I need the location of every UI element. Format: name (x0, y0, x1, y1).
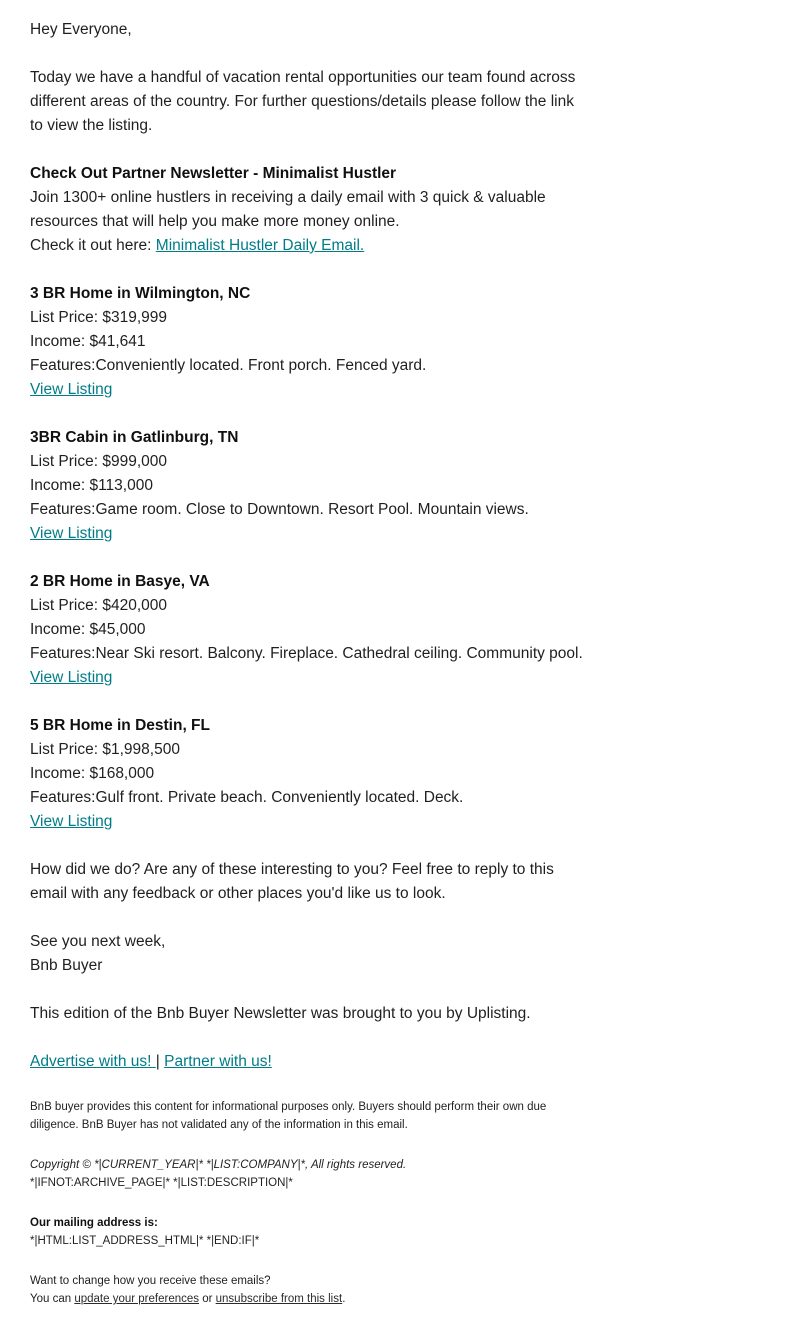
listing-item (30, 570, 590, 690)
listing-price-label: List Price: (30, 597, 103, 614)
sponsor-line: This edition of the Bnb Buyer Newsletter was brought to you by Uplisting. (30, 1005, 531, 1022)
footer-mailing-address: *|HTML:LIST_ADDRESS_HTML|* *|END:IF|* (30, 1235, 260, 1247)
listing-income-value: $41,641 (89, 333, 146, 350)
signoff-section (30, 930, 590, 978)
listing-link-line (30, 810, 588, 834)
listing-item (30, 282, 590, 402)
update-preferences-link[interactable]: update your preferences (74, 1293, 200, 1305)
listing-price-label: List Price: (30, 453, 103, 470)
partner-cta-line (30, 234, 588, 258)
listing-income-line (30, 762, 588, 786)
listing-features-value: Conveniently located. Front porch. Fenced yard. (95, 357, 427, 374)
listing-price-line (30, 738, 588, 762)
view-listing-link[interactable]: View Listing (30, 381, 113, 398)
footer-prefs-question: Want to change how you receive these emails? (30, 1275, 271, 1287)
view-listing-link[interactable]: View Listing (30, 669, 113, 686)
listing-link-line (30, 666, 588, 690)
listing-price-line (30, 306, 588, 330)
listing-item (30, 426, 590, 546)
listing-income-label: Income: (30, 333, 90, 350)
listing-income-value: $45,000 (89, 621, 146, 638)
listing-link-line (30, 522, 588, 546)
listing-features-label: Features: (30, 357, 96, 374)
listing-title: 5 BR Home in Destin, FL (30, 717, 210, 734)
listing-title: 3 BR Home in Wilmington, NC (30, 285, 251, 302)
listing-link-line (30, 378, 588, 402)
listing-features-label: Features: (30, 789, 96, 806)
listing-price-value: $420,000 (102, 597, 168, 614)
footer-prefs-prefix: You can (30, 1293, 75, 1305)
partner-cta-prefix: Check it out here: (30, 237, 156, 254)
partner-heading: Check Out Partner Newsletter - Minimalist Hustler (30, 165, 397, 182)
listing-features-value: Near Ski resort. Balcony. Fireplace. Cathedral ceiling. Community pool. (95, 645, 583, 662)
footer-prefs-middle: or (199, 1293, 216, 1305)
listing-income-label: Income: (30, 621, 90, 638)
listing-price-label: List Price: (30, 741, 103, 758)
view-listing-link[interactable]: View Listing (30, 525, 113, 542)
listing-features-line (30, 498, 588, 522)
listing-item (30, 714, 590, 834)
listing-features-line (30, 786, 588, 810)
footer-disclaimer: BnB buyer provides this content for informational purposes only. Buyers should perform their own due diligence. BnB Buyer has not validated any of the information in this email. (30, 1101, 547, 1131)
listing-price-value: $319,999 (102, 309, 168, 326)
listing-price-line (30, 450, 588, 474)
footer-list-description: *|IFNOT:ARCHIVE_PAGE|* *|LIST:DESCRIPTION|* (30, 1177, 293, 1189)
listing-title: 2 BR Home in Basye, VA (30, 573, 210, 590)
advertise-with-us-link[interactable]: Advertise with us! (30, 1053, 156, 1070)
view-listing-link[interactable]: View Listing (30, 813, 113, 830)
listing-title: 3BR Cabin in Gatlinburg, TN (30, 429, 239, 446)
listing-features-label: Features: (30, 645, 96, 662)
listing-price-line (30, 594, 588, 618)
partner-description: Join 1300+ online hustlers in receiving a daily email with 3 quick & valuable resources that will help you make more money online. (30, 189, 546, 230)
signoff-line-2: Bnb Buyer (30, 957, 103, 974)
footer-preferences-group (30, 1272, 578, 1308)
partner-with-us-link[interactable]: Partner with us! (164, 1053, 272, 1070)
listing-income-line (30, 474, 588, 498)
feedback-paragraph: How did we do? Are any of these interesting to you? Feel free to reply to this email with any feedback or other places you'd like us to look. (30, 861, 554, 902)
footer-copyright: Copyright © *|CURRENT_YEAR|* *|LIST:COMPANY|*, All rights reserved. (30, 1159, 407, 1171)
listing-price-label: List Price: (30, 309, 103, 326)
listing-income-label: Income: (30, 765, 90, 782)
listing-income-value: $113,000 (89, 477, 153, 494)
footer-mailing-label: Our mailing address is: (30, 1217, 158, 1229)
listing-income-label: Income: (30, 477, 90, 494)
listing-income-value: $168,000 (89, 765, 155, 782)
email-footer (30, 1098, 578, 1308)
greeting: Hey Everyone, (30, 21, 132, 38)
partner-newsletter-section (30, 162, 590, 258)
intro-paragraph: Today we have a handful of vacation rental opportunities our team found across different areas of the country. For further questions/details please follow the link to view the listing. (30, 69, 576, 134)
listing-income-line (30, 618, 588, 642)
partner-links-row (30, 1050, 590, 1074)
footer-mailing-group (30, 1214, 578, 1250)
footer-prefs-line (30, 1290, 578, 1308)
listing-features-label: Features: (30, 501, 96, 518)
listing-price-value: $1,998,500 (102, 741, 180, 758)
listing-features-line (30, 642, 588, 666)
minimalist-hustler-link[interactable]: Minimalist Hustler Daily Email. (155, 237, 365, 254)
unsubscribe-link[interactable]: unsubscribe from this list (215, 1293, 343, 1305)
listing-income-line (30, 330, 588, 354)
listing-features-value: Game room. Close to Downtown. Resort Pool. Mountain views. (95, 501, 529, 518)
footer-prefs-suffix: . (342, 1293, 346, 1305)
link-separator: | (155, 1053, 160, 1070)
listing-price-value: $999,000 (102, 453, 168, 470)
signoff-line-1: See you next week, (30, 933, 166, 950)
listing-features-value: Gulf front. Private beach. Conveniently located. Deck. (95, 789, 464, 806)
listing-features-line (30, 354, 588, 378)
footer-copyright-group (30, 1156, 578, 1192)
